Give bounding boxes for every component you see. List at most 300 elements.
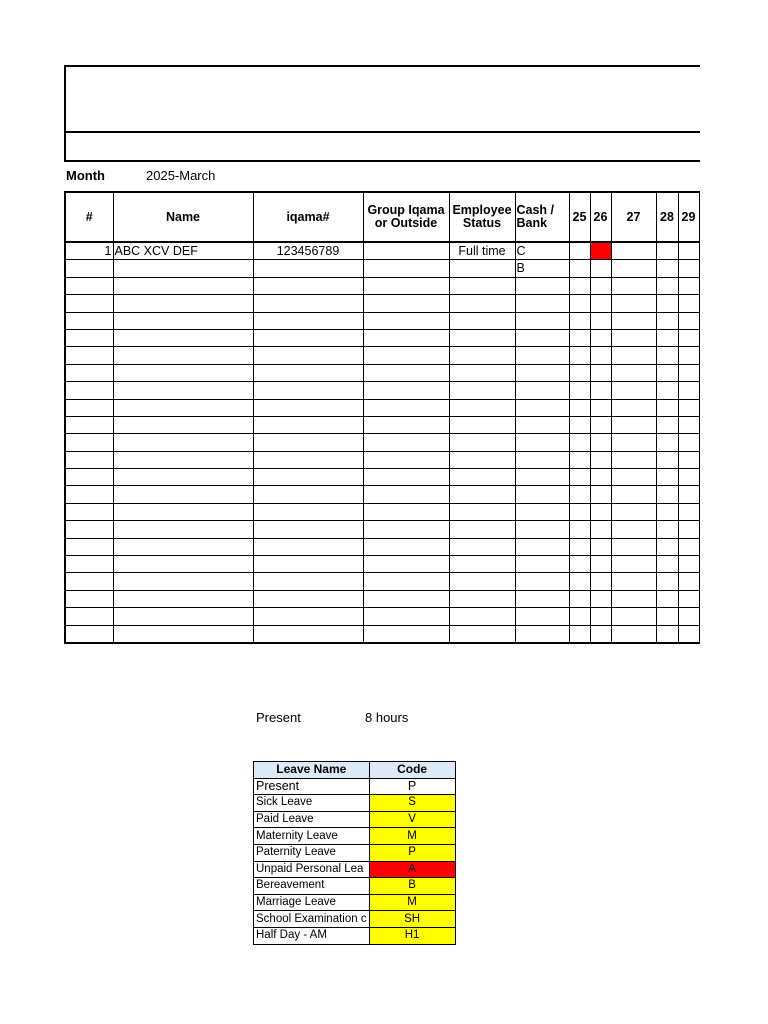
cell-day-25[interactable] <box>569 573 590 590</box>
cell-name[interactable] <box>113 503 253 520</box>
cell-group[interactable] <box>363 503 449 520</box>
legend-body <box>254 778 456 944</box>
cell-group[interactable] <box>363 242 449 260</box>
cell-cash-bank[interactable] <box>515 416 569 433</box>
cell-day-27[interactable] <box>611 451 656 468</box>
cell-day-26[interactable] <box>590 451 611 468</box>
legend-row <box>254 811 456 828</box>
cell-num[interactable] <box>65 277 113 294</box>
cell-num[interactable] <box>65 364 113 381</box>
cell-day-29[interactable] <box>678 556 699 573</box>
cell-name[interactable] <box>113 590 253 607</box>
cell-iqama[interactable] <box>253 469 363 486</box>
cell-day-25[interactable] <box>569 382 590 399</box>
table-row <box>65 521 699 538</box>
cell-status[interactable] <box>449 399 515 416</box>
table-row <box>65 590 699 607</box>
month-value[interactable]: 2025-March <box>146 168 216 183</box>
col-header-group: Group Iqama or Outside <box>363 192 449 242</box>
cell-iqama[interactable] <box>253 347 363 364</box>
cell-day-27[interactable] <box>611 625 656 643</box>
cell-status[interactable] <box>449 556 515 573</box>
cell-day-29[interactable] <box>678 347 699 364</box>
cell-iqama[interactable] <box>253 521 363 538</box>
cell-status[interactable] <box>449 608 515 625</box>
cell-day-28[interactable] <box>656 556 678 573</box>
cell-day-26-absent[interactable] <box>590 242 611 260</box>
cell-day-28[interactable] <box>656 295 678 312</box>
cell-status[interactable] <box>449 277 515 294</box>
cell-status[interactable] <box>449 503 515 520</box>
col-header-day-25: 25 <box>569 192 590 242</box>
legend-row <box>254 795 456 812</box>
cell-name[interactable]: ABC XCV DEF <box>113 242 253 260</box>
cell-cash-bank[interactable] <box>515 347 569 364</box>
cell-day-28[interactable] <box>656 277 678 294</box>
legend-leave-name: School Examination c <box>254 911 370 928</box>
cell-num[interactable] <box>65 590 113 607</box>
cell-day-27[interactable] <box>611 556 656 573</box>
cell-name[interactable] <box>113 434 253 451</box>
legend-leave-code: P <box>369 844 455 861</box>
cell-name[interactable] <box>113 556 253 573</box>
cell-day-29[interactable] <box>678 608 699 625</box>
cell-num[interactable] <box>65 573 113 590</box>
cell-day-26[interactable] <box>590 538 611 555</box>
legend-leave-name: Bereavement <box>254 878 370 895</box>
cell-num[interactable] <box>65 382 113 399</box>
cell-group[interactable] <box>363 399 449 416</box>
cell-iqama[interactable] <box>253 416 363 433</box>
cell-iqama[interactable] <box>253 556 363 573</box>
cell-group[interactable] <box>363 469 449 486</box>
cell-day-28[interactable] <box>656 260 678 277</box>
cell-cash-bank[interactable] <box>515 521 569 538</box>
attendance-table <box>64 191 700 644</box>
cell-name[interactable] <box>113 399 253 416</box>
cell-num[interactable] <box>65 538 113 555</box>
cell-status[interactable] <box>449 260 515 277</box>
cell-cash-bank[interactable] <box>515 364 569 381</box>
cell-group[interactable] <box>363 590 449 607</box>
cell-day-29[interactable] <box>678 329 699 346</box>
cell-day-26[interactable] <box>590 556 611 573</box>
legend-header-name: Leave Name <box>254 762 370 779</box>
cell-day-25[interactable] <box>569 399 590 416</box>
cell-iqama[interactable] <box>253 451 363 468</box>
cell-group[interactable] <box>363 434 449 451</box>
cell-day-28[interactable] <box>656 364 678 381</box>
attendance-header-row <box>65 192 699 242</box>
legend-leave-name: Sick Leave <box>254 795 370 812</box>
cell-day-26[interactable] <box>590 486 611 503</box>
cell-group[interactable] <box>363 295 449 312</box>
cell-day-25[interactable] <box>569 434 590 451</box>
table-row <box>65 451 699 468</box>
cell-day-29[interactable] <box>678 469 699 486</box>
cell-name[interactable] <box>113 469 253 486</box>
cell-num[interactable] <box>65 503 113 520</box>
cell-name[interactable] <box>113 573 253 590</box>
cell-day-25[interactable] <box>569 312 590 329</box>
cell-num[interactable] <box>65 451 113 468</box>
cell-cash-bank[interactable] <box>515 538 569 555</box>
cell-iqama[interactable] <box>253 608 363 625</box>
cell-group[interactable] <box>363 556 449 573</box>
cell-group[interactable] <box>363 521 449 538</box>
cell-day-25[interactable] <box>569 277 590 294</box>
cell-day-25[interactable] <box>569 503 590 520</box>
cell-num[interactable] <box>65 347 113 364</box>
table-row <box>65 295 699 312</box>
cell-day-29[interactable] <box>678 521 699 538</box>
cell-day-27[interactable] <box>611 277 656 294</box>
cell-day-27[interactable] <box>611 312 656 329</box>
cell-day-27[interactable] <box>611 364 656 381</box>
cell-status[interactable] <box>449 295 515 312</box>
cell-num[interactable] <box>65 260 113 277</box>
cell-day-29[interactable] <box>678 625 699 643</box>
cell-day-27[interactable] <box>611 416 656 433</box>
table-row <box>65 382 699 399</box>
leave-legend-table <box>253 761 456 945</box>
cell-iqama[interactable] <box>253 329 363 346</box>
cell-status[interactable] <box>449 364 515 381</box>
cell-cash-bank[interactable]: C <box>515 242 569 260</box>
sheet-header-box <box>64 65 700 162</box>
cell-cash-bank[interactable] <box>515 382 569 399</box>
legend-header-code: Code <box>369 762 455 779</box>
cell-group[interactable] <box>363 347 449 364</box>
cell-num[interactable] <box>65 625 113 643</box>
cell-day-27[interactable] <box>611 329 656 346</box>
legend-leave-name: Present <box>254 778 370 795</box>
cell-status[interactable]: Full time <box>449 242 515 260</box>
cell-name[interactable] <box>113 277 253 294</box>
cell-day-25[interactable] <box>569 538 590 555</box>
cell-day-29[interactable] <box>678 503 699 520</box>
cell-day-26[interactable] <box>590 260 611 277</box>
cell-day-28[interactable] <box>656 608 678 625</box>
cell-iqama[interactable] <box>253 434 363 451</box>
cell-day-26[interactable] <box>590 312 611 329</box>
cell-day-25[interactable] <box>569 242 590 260</box>
cell-day-26[interactable] <box>590 277 611 294</box>
cell-status[interactable] <box>449 347 515 364</box>
cell-name[interactable] <box>113 347 253 364</box>
legend-leave-name: Unpaid Personal Lea <box>254 861 370 878</box>
legend-leave-code: A <box>369 861 455 878</box>
table-row <box>65 260 699 277</box>
legend-leave-code: S <box>369 795 455 812</box>
cell-num[interactable] <box>65 521 113 538</box>
cell-cash-bank[interactable] <box>515 556 569 573</box>
cell-group[interactable] <box>363 538 449 555</box>
cell-day-28[interactable] <box>656 625 678 643</box>
cell-num[interactable]: 1 <box>65 242 113 260</box>
cell-day-25[interactable] <box>569 329 590 346</box>
cell-status[interactable] <box>449 382 515 399</box>
cell-group[interactable] <box>363 625 449 643</box>
cell-status[interactable] <box>449 573 515 590</box>
cell-status[interactable] <box>449 590 515 607</box>
cell-cash-bank[interactable] <box>515 451 569 468</box>
cell-day-29[interactable] <box>678 416 699 433</box>
cell-day-26[interactable] <box>590 434 611 451</box>
cell-group[interactable] <box>363 364 449 381</box>
cell-day-27[interactable] <box>611 347 656 364</box>
cell-day-28[interactable] <box>656 382 678 399</box>
cell-day-27[interactable] <box>611 486 656 503</box>
cell-day-25[interactable] <box>569 521 590 538</box>
cell-day-29[interactable] <box>678 590 699 607</box>
cell-day-28[interactable] <box>656 242 678 260</box>
table-row <box>65 625 699 643</box>
cell-day-26[interactable] <box>590 503 611 520</box>
cell-name[interactable] <box>113 521 253 538</box>
cell-status[interactable] <box>449 469 515 486</box>
cell-status[interactable] <box>449 312 515 329</box>
cell-day-27[interactable] <box>611 469 656 486</box>
cell-num[interactable] <box>65 608 113 625</box>
cell-group[interactable] <box>363 486 449 503</box>
legend-leave-name: Marriage Leave <box>254 894 370 911</box>
cell-day-25[interactable] <box>569 416 590 433</box>
cell-day-27[interactable] <box>611 503 656 520</box>
cell-day-29[interactable] <box>678 295 699 312</box>
cell-day-29[interactable] <box>678 573 699 590</box>
cell-iqama[interactable] <box>253 382 363 399</box>
cell-day-29[interactable] <box>678 382 699 399</box>
cell-day-25[interactable] <box>569 364 590 381</box>
cell-day-28[interactable] <box>656 538 678 555</box>
cell-status[interactable] <box>449 486 515 503</box>
cell-name[interactable] <box>113 329 253 346</box>
cell-num[interactable] <box>65 295 113 312</box>
cell-group[interactable] <box>363 312 449 329</box>
cell-iqama[interactable] <box>253 277 363 294</box>
cell-group[interactable] <box>363 573 449 590</box>
cell-day-26[interactable] <box>590 590 611 607</box>
cell-day-25[interactable] <box>569 451 590 468</box>
cell-status[interactable] <box>449 538 515 555</box>
cell-day-27[interactable] <box>611 590 656 607</box>
table-row <box>65 329 699 346</box>
cell-day-28[interactable] <box>656 521 678 538</box>
cell-day-27[interactable] <box>611 242 656 260</box>
cell-num[interactable] <box>65 556 113 573</box>
cell-name[interactable] <box>113 382 253 399</box>
cell-cash-bank[interactable] <box>515 312 569 329</box>
cell-iqama[interactable] <box>253 590 363 607</box>
cell-cash-bank[interactable] <box>515 486 569 503</box>
cell-day-26[interactable] <box>590 608 611 625</box>
cell-day-28[interactable] <box>656 312 678 329</box>
cell-num[interactable] <box>65 434 113 451</box>
cell-cash-bank[interactable] <box>515 329 569 346</box>
cell-group[interactable] <box>363 260 449 277</box>
cell-day-26[interactable] <box>590 382 611 399</box>
cell-cash-bank[interactable] <box>515 469 569 486</box>
cell-day-28[interactable] <box>656 347 678 364</box>
cell-day-26[interactable] <box>590 521 611 538</box>
cell-day-26[interactable] <box>590 364 611 381</box>
legend-leave-code: M <box>369 828 455 845</box>
cell-num[interactable] <box>65 469 113 486</box>
cell-iqama[interactable] <box>253 399 363 416</box>
cell-day-29[interactable] <box>678 399 699 416</box>
legend-row <box>254 878 456 895</box>
cell-iqama[interactable] <box>253 364 363 381</box>
cell-cash-bank[interactable] <box>515 277 569 294</box>
cell-cash-bank[interactable] <box>515 573 569 590</box>
cell-group[interactable] <box>363 329 449 346</box>
cell-day-29[interactable] <box>678 434 699 451</box>
legend-row <box>254 828 456 845</box>
cell-num[interactable] <box>65 416 113 433</box>
cell-group[interactable] <box>363 382 449 399</box>
cell-day-27[interactable] <box>611 295 656 312</box>
cell-status[interactable] <box>449 451 515 468</box>
cell-day-27[interactable] <box>611 260 656 277</box>
cell-num[interactable] <box>65 399 113 416</box>
cell-iqama[interactable] <box>253 503 363 520</box>
cell-iqama[interactable]: 123456789 <box>253 242 363 260</box>
cell-day-27[interactable] <box>611 538 656 555</box>
cell-day-25[interactable] <box>569 608 590 625</box>
col-header-iqama: iqama# <box>253 192 363 242</box>
cell-day-28[interactable] <box>656 451 678 468</box>
cell-num[interactable] <box>65 329 113 346</box>
cell-day-29[interactable] <box>678 260 699 277</box>
cell-iqama[interactable] <box>253 625 363 643</box>
cell-name[interactable] <box>113 486 253 503</box>
cell-day-29[interactable] <box>678 312 699 329</box>
cell-group[interactable] <box>363 416 449 433</box>
cell-group[interactable] <box>363 451 449 468</box>
legend-leave-name: Half Day - AM <box>254 927 370 944</box>
cell-day-28[interactable] <box>656 486 678 503</box>
cell-cash-bank[interactable] <box>515 434 569 451</box>
cell-iqama[interactable] <box>253 312 363 329</box>
cell-day-26[interactable] <box>590 469 611 486</box>
cell-day-25[interactable] <box>569 469 590 486</box>
cell-day-25[interactable] <box>569 556 590 573</box>
cell-name[interactable] <box>113 260 253 277</box>
cell-iqama[interactable] <box>253 573 363 590</box>
cell-name[interactable] <box>113 295 253 312</box>
cell-cash-bank[interactable] <box>515 608 569 625</box>
cell-group[interactable] <box>363 608 449 625</box>
cell-day-29[interactable] <box>678 486 699 503</box>
cell-cash-bank[interactable] <box>515 399 569 416</box>
table-row <box>65 538 699 555</box>
table-row <box>65 416 699 433</box>
cell-iqama[interactable] <box>253 538 363 555</box>
cell-day-27[interactable] <box>611 608 656 625</box>
cell-iqama[interactable] <box>253 295 363 312</box>
cell-name[interactable] <box>113 538 253 555</box>
cell-day-29[interactable] <box>678 451 699 468</box>
legend-leave-name: Paternity Leave <box>254 844 370 861</box>
cell-status[interactable] <box>449 625 515 643</box>
cell-day-27[interactable] <box>611 573 656 590</box>
cell-cash-bank[interactable] <box>515 295 569 312</box>
header-divider <box>66 131 700 133</box>
cell-num[interactable] <box>65 486 113 503</box>
cell-group[interactable] <box>363 277 449 294</box>
cell-name[interactable] <box>113 416 253 433</box>
cell-status[interactable] <box>449 434 515 451</box>
cell-day-28[interactable] <box>656 416 678 433</box>
cell-day-29[interactable] <box>678 242 699 260</box>
cell-day-29[interactable] <box>678 364 699 381</box>
cell-day-26[interactable] <box>590 329 611 346</box>
cell-status[interactable] <box>449 521 515 538</box>
cell-day-29[interactable] <box>678 538 699 555</box>
cell-iqama[interactable] <box>253 486 363 503</box>
cell-iqama[interactable] <box>253 260 363 277</box>
cell-day-25[interactable] <box>569 295 590 312</box>
cell-cash-bank[interactable]: B <box>515 260 569 277</box>
cell-day-26[interactable] <box>590 347 611 364</box>
cell-status[interactable] <box>449 416 515 433</box>
cell-day-25[interactable] <box>569 625 590 643</box>
cell-day-26[interactable] <box>590 399 611 416</box>
col-header-status: Employee Status <box>449 192 515 242</box>
col-header-day-27: 27 <box>611 192 656 242</box>
cell-day-28[interactable] <box>656 399 678 416</box>
cell-day-26[interactable] <box>590 295 611 312</box>
cell-day-26[interactable] <box>590 625 611 643</box>
cell-day-28[interactable] <box>656 469 678 486</box>
cell-day-28[interactable] <box>656 590 678 607</box>
cell-cash-bank[interactable] <box>515 590 569 607</box>
cell-day-26[interactable] <box>590 416 611 433</box>
table-row <box>65 469 699 486</box>
legend-leave-code: SH <box>369 911 455 928</box>
col-header-day-29: 29 <box>678 192 699 242</box>
cell-name[interactable] <box>113 608 253 625</box>
cell-name[interactable] <box>113 364 253 381</box>
cell-day-29[interactable] <box>678 277 699 294</box>
legend-leave-code: M <box>369 894 455 911</box>
table-row <box>65 556 699 573</box>
cell-day-27[interactable] <box>611 434 656 451</box>
cell-status[interactable] <box>449 329 515 346</box>
cell-day-28[interactable] <box>656 503 678 520</box>
cell-name[interactable] <box>113 625 253 643</box>
table-row <box>65 277 699 294</box>
cell-name[interactable] <box>113 451 253 468</box>
cell-day-27[interactable] <box>611 399 656 416</box>
cell-cash-bank[interactable] <box>515 503 569 520</box>
cell-name[interactable] <box>113 312 253 329</box>
cell-day-25[interactable] <box>569 260 590 277</box>
cell-day-27[interactable] <box>611 521 656 538</box>
cell-day-25[interactable] <box>569 590 590 607</box>
cell-cash-bank[interactable] <box>515 625 569 643</box>
cell-day-25[interactable] <box>569 347 590 364</box>
legend-row <box>254 894 456 911</box>
cell-day-27[interactable] <box>611 382 656 399</box>
cell-num[interactable] <box>65 312 113 329</box>
cell-day-28[interactable] <box>656 434 678 451</box>
cell-day-25[interactable] <box>569 486 590 503</box>
cell-day-26[interactable] <box>590 573 611 590</box>
cell-day-28[interactable] <box>656 329 678 346</box>
cell-day-28[interactable] <box>656 573 678 590</box>
